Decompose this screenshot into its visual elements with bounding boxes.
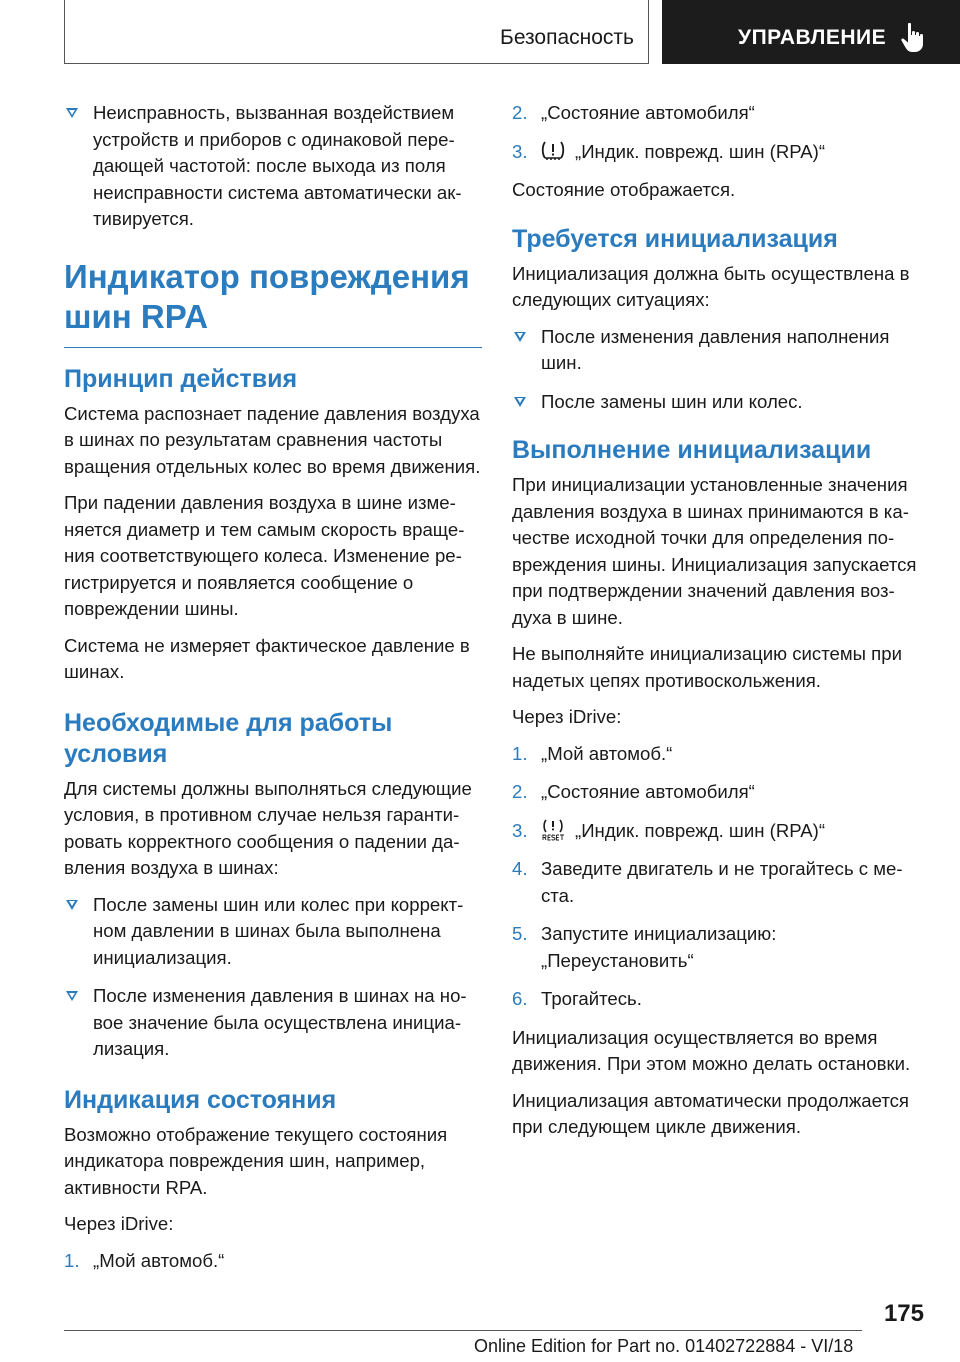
step-number: 5.: [512, 923, 528, 944]
footer-divider: [64, 1330, 862, 1331]
tire-reset-icon: [541, 819, 565, 841]
step-number: 1.: [512, 742, 528, 764]
header-chapter-title: УПРАВЛЕНИЕ: [738, 26, 887, 49]
step-item: [512, 986, 927, 1013]
step-text: „Индик. поврежд. шин (RPA)“: [575, 819, 826, 841]
bullet-triangle-icon: [66, 900, 78, 910]
step-text: „Состояние автомобиля“: [541, 102, 755, 123]
paragraph: При инициализации установленные значения давления воздуха в шинах принимаются в качестве исходной точки для определения повреждения шины. Инициализация запускается при подтверждении значений давления воздуха в шине.: [512, 474, 917, 628]
step-number: 2.: [512, 781, 528, 802]
step-text: „Мой автомоб.“: [93, 1249, 225, 1271]
step-text: Трогайтесь.: [541, 988, 642, 1009]
pointing-hand-icon: [900, 22, 928, 54]
step-text: Заведите двигатель и не трогайтесь с места.: [541, 858, 903, 906]
title-divider: [64, 347, 482, 348]
bullet-triangle-icon: [66, 108, 78, 118]
paragraph: Инициализация должна быть осуществлена в следующих ситуациях:: [512, 262, 910, 310]
step-item: [512, 100, 927, 127]
bullet-text: После замены шин или колес при корректном давлении в шинах была выполнена инициализация.: [93, 893, 464, 968]
left-column: [64, 100, 482, 1286]
heading-conditions: Необходимые для работы условия: [64, 708, 393, 768]
paragraph: Для системы должны выполняться следующие условия, в противном случае нельзя гарантировать корректного сообщения о падении давления воздуха в шинах:: [64, 777, 472, 878]
tire-pressure-warning-icon: [541, 140, 565, 162]
section-title: Индикатор повреждения шин RPA: [64, 257, 470, 335]
paragraph: Возможно отображение текущего состояния индикатора повреждения шин, например, активности RPA.: [64, 1123, 448, 1198]
paragraph: Система не измеряет фактическое давление в шинах.: [64, 634, 470, 682]
bullet-triangle-icon: [514, 332, 526, 342]
heading-init-run: Выполнение инициализации: [512, 436, 872, 464]
step-number: 4.: [512, 858, 528, 879]
paragraph: Система распознает падение давления воздуха в шинах по результатам сравнения частоты вращения отдельных колес во время движения.: [64, 402, 481, 477]
step-item: [64, 1248, 482, 1275]
bullet-text: После изменения давления в шинах на новое значение была осуществлена инициализация.: [93, 985, 467, 1059]
step-number: 3.: [512, 140, 528, 162]
bullet-triangle-icon: [514, 397, 526, 407]
heading-init-required: Требуется инициализация: [512, 224, 838, 253]
step-number: 1.: [64, 1249, 80, 1271]
heading-principle: Принцип действия: [64, 364, 298, 393]
step-item: [512, 741, 927, 768]
bullet-triangle-icon: [66, 991, 78, 1001]
paragraph: Инициализация осуществляется во время движения. При этом можно делать остановки.: [512, 1026, 911, 1074]
paragraph: Через iDrive:: [512, 706, 622, 727]
step-item: [512, 856, 927, 909]
step-item: [512, 921, 927, 974]
step-item: [512, 779, 927, 806]
page-number: 175: [883, 1300, 924, 1327]
bullet-item: [64, 100, 482, 233]
heading-status: Индикация состояния: [64, 1085, 337, 1114]
bullet-text: После изменения давления наполнения шин.: [541, 325, 890, 373]
right-column: [512, 100, 927, 1151]
bullet-text: После замены шин или колес.: [541, 390, 803, 412]
header-section-title: Безопасность: [500, 26, 634, 49]
paragraph: Состояние отображается.: [512, 179, 736, 200]
step-item: [512, 139, 927, 166]
paragraph: Не выполняйте инициализацию системы при надетых цепях противоскольжения.: [512, 643, 902, 691]
paragraph: При падении давления воздуха в шине изменяется диаметр и тем самым скорость вращения соответствующего колеса. Изменение регистрируется и появляется сообщение о повреждении шины.: [64, 492, 465, 619]
step-text: Запустите инициализацию: „Переустановить“: [541, 923, 777, 971]
step-text: „Состояние автомобиля“: [541, 781, 755, 802]
paragraph: Через iDrive:: [64, 1213, 174, 1234]
bullet-item: [64, 983, 482, 1063]
footer-edition: Online Edition for Part no. 01402722884 - VI/18: [474, 1336, 854, 1356]
step-number: 3.: [512, 819, 528, 841]
paragraph: Инициализация автоматически продолжается при следующем цикле движения.: [512, 1089, 910, 1137]
step-text: „Индик. поврежд. шин (RPA)“: [575, 140, 826, 162]
step-number: 6.: [512, 988, 528, 1009]
bullet-text: Неисправность, вызванная воздействием устройств и приборов с одинаковой передающей частотой: после выхода из поля неисправности система автоматически активируется.: [93, 102, 462, 229]
step-item: [512, 818, 927, 845]
step-text: „Мой автомоб.“: [541, 742, 673, 764]
bullet-item: [64, 892, 482, 972]
header-section-box: [64, 0, 649, 64]
bullet-item: [512, 389, 927, 416]
header-chapter-tab: [662, 0, 960, 64]
step-number: 2.: [512, 102, 528, 123]
bullet-item: [512, 324, 927, 377]
